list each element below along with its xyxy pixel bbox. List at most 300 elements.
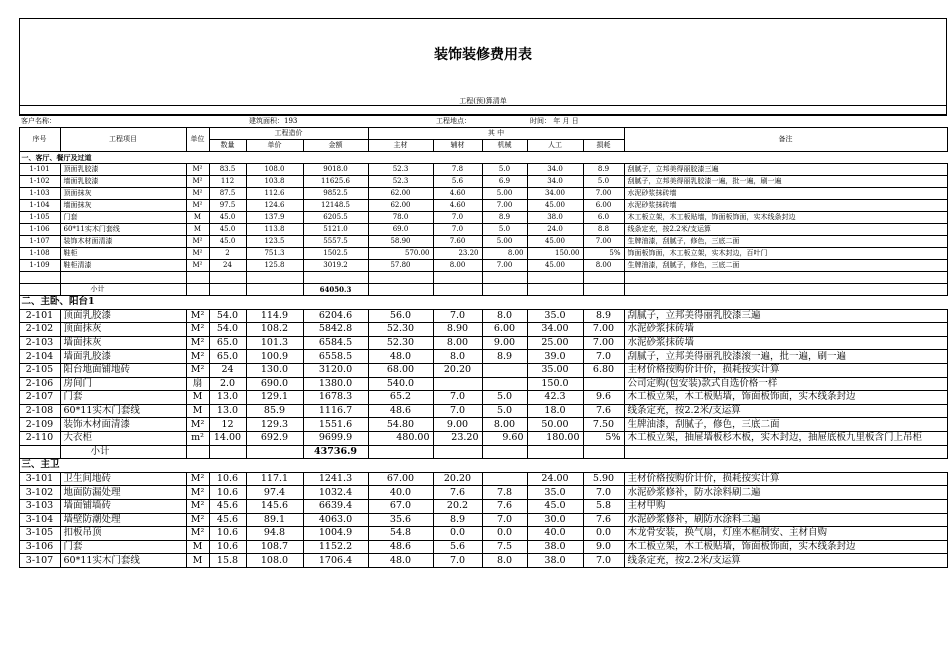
- row-qty: 45.6: [209, 499, 246, 513]
- row-qty: 83.5: [209, 164, 246, 176]
- row-qty: 10.6: [209, 472, 246, 486]
- row-amount: 6205.5: [303, 212, 368, 224]
- row-item: 顶面抹灰: [60, 323, 186, 337]
- row-note: 刮腻子，立邦美得丽乳胶漆三遍: [624, 309, 947, 323]
- row-labor: 35.00: [527, 363, 583, 377]
- row-loss: 7.00: [583, 236, 624, 248]
- row-machine: 8.9: [482, 212, 527, 224]
- row-qty: 45.0: [209, 236, 246, 248]
- row-item: 顶面乳胶漆: [60, 164, 186, 176]
- row-main-material: 52.30: [368, 323, 433, 337]
- row-labor: 34.00: [527, 188, 583, 200]
- row-qty: 10.6: [209, 527, 246, 541]
- row-loss: 9.0: [583, 540, 624, 554]
- row-labor: 45.00: [527, 260, 583, 272]
- row-note: 主材价格按购价计价，损耗按实计算: [624, 472, 947, 486]
- row-unit: M²: [186, 336, 209, 350]
- row-qty: 24: [209, 363, 246, 377]
- row-aux-material: 8.0: [433, 350, 482, 364]
- row-loss: 8.8: [583, 224, 624, 236]
- row-item: 门套: [60, 391, 186, 405]
- row-machine: 5.0: [482, 224, 527, 236]
- table-row: [19, 554, 947, 568]
- row-amount: 6558.5: [303, 350, 368, 364]
- row-labor: 34.0: [527, 176, 583, 188]
- section-title: 一、客厅、餐厅及过道: [19, 152, 947, 164]
- row-price: 751.3: [246, 248, 303, 260]
- row-qty: 13.0: [209, 404, 246, 418]
- row-loss: 8.9: [583, 164, 624, 176]
- row-unit: M: [186, 540, 209, 554]
- col-amount: 金额: [303, 140, 368, 152]
- row-main-material: 40.0: [368, 486, 433, 500]
- row-main-material: 67.0: [368, 499, 433, 513]
- row-loss: 6.00: [583, 200, 624, 212]
- section-title: 三、主卫: [19, 459, 947, 473]
- row-loss: 9.6: [583, 391, 624, 405]
- row-aux-material: 7.0: [433, 554, 482, 568]
- row-price: 129.1: [246, 391, 303, 405]
- col-loss: 损耗: [583, 140, 624, 152]
- row-machine: 7.0: [482, 513, 527, 527]
- sheet-subtitle: 工程(预)算清单: [19, 88, 947, 115]
- row-number: 1-106: [19, 224, 60, 236]
- row-machine: 8.9: [482, 350, 527, 364]
- row-note: 饰面板饰面，木工板立架，实木封边，百叶门: [624, 248, 947, 260]
- row-amount: 4063.0: [303, 513, 368, 527]
- row-aux-material: 8.00: [433, 260, 482, 272]
- row-aux-material: 7.6: [433, 486, 482, 500]
- col-item: 工程项目: [60, 128, 186, 152]
- row-main-material: 69.0: [368, 224, 433, 236]
- row-amount: 5121.0: [303, 224, 368, 236]
- row-qty: 112: [209, 176, 246, 188]
- row-machine: 8.00: [482, 418, 527, 432]
- row-amount: 1678.3: [303, 391, 368, 405]
- row-qty: 2.0: [209, 377, 246, 391]
- row-loss: 7.0: [583, 554, 624, 568]
- row-qty: 10.6: [209, 540, 246, 554]
- row-main-material: 54.80: [368, 418, 433, 432]
- time-label: 时间： 年 月 日: [527, 116, 947, 128]
- row-labor: 150.0: [527, 377, 583, 391]
- row-labor: 30.0: [527, 513, 583, 527]
- table-row: [19, 363, 947, 377]
- row-number: 1-109: [19, 260, 60, 272]
- subtotal-label: 小计: [60, 445, 186, 459]
- row-amount: 1152.2: [303, 540, 368, 554]
- row-unit: M²: [186, 350, 209, 364]
- row-unit: M²: [186, 486, 209, 500]
- row-machine: [482, 472, 527, 486]
- row-aux-material: 8.00: [433, 336, 482, 350]
- row-note: 生牌油漆，刮腻子，修色，三底二面: [624, 418, 947, 432]
- table-row: [19, 212, 947, 224]
- row-qty: 2: [209, 248, 246, 260]
- subtotal-row: [19, 284, 947, 296]
- row-main-material: 48.6: [368, 404, 433, 418]
- row-price: 108.2: [246, 323, 303, 337]
- row-item: 卫生间地砖: [60, 472, 186, 486]
- row-price: 114.9: [246, 309, 303, 323]
- row-qty: 45.6: [209, 513, 246, 527]
- row-item: 阳台地面铺地砖: [60, 363, 186, 377]
- row-main-material: 570.00: [368, 248, 433, 260]
- row-machine: 5.0: [482, 404, 527, 418]
- row-loss: 5.8: [583, 499, 624, 513]
- row-amount: 1380.0: [303, 377, 368, 391]
- row-price: 113.8: [246, 224, 303, 236]
- row-labor: 35.0: [527, 486, 583, 500]
- row-unit: M: [186, 224, 209, 236]
- info-row: [19, 116, 947, 128]
- col-price: 单价: [246, 140, 303, 152]
- row-qty: 10.6: [209, 486, 246, 500]
- row-number: 2-105: [19, 363, 60, 377]
- row-number: 2-101: [19, 309, 60, 323]
- row-amount: 9018.0: [303, 164, 368, 176]
- row-unit: M²: [186, 513, 209, 527]
- row-item: 墙面铺墙砖: [60, 499, 186, 513]
- table-row: [19, 404, 947, 418]
- row-loss: 5.90: [583, 472, 624, 486]
- row-machine: 5.0: [482, 164, 527, 176]
- row-price: 85.9: [246, 404, 303, 418]
- row-number: 1-101: [19, 164, 60, 176]
- col-machine: 机械: [482, 140, 527, 152]
- row-price: 125.8: [246, 260, 303, 272]
- row-aux-material: 4.60: [433, 200, 482, 212]
- row-aux-material: 20.20: [433, 472, 482, 486]
- row-number: 3-107: [19, 554, 60, 568]
- row-item: 60*11实木门套线: [60, 554, 186, 568]
- row-item: 房间门: [60, 377, 186, 391]
- row-amount: 1551.6: [303, 418, 368, 432]
- row-aux-material: 7.8: [433, 164, 482, 176]
- row-aux-material: 5.6: [433, 176, 482, 188]
- row-labor: 34.0: [527, 164, 583, 176]
- row-price: 108.7: [246, 540, 303, 554]
- row-note: 水泥砂浆抹砖墙: [624, 336, 947, 350]
- table-row: [19, 224, 947, 236]
- row-note: 生牌油漆，刮腻子，修色，三底二面: [624, 260, 947, 272]
- row-number: 2-109: [19, 418, 60, 432]
- row-amount: 1032.4: [303, 486, 368, 500]
- col-seq: 序号: [19, 128, 60, 152]
- row-amount: 3120.0: [303, 363, 368, 377]
- row-machine: 7.6: [482, 499, 527, 513]
- row-unit: M²: [186, 188, 209, 200]
- table-row: [19, 260, 947, 272]
- col-labor: 人工: [527, 140, 583, 152]
- row-qty: 24: [209, 260, 246, 272]
- row-aux-material: 23.20: [433, 248, 482, 260]
- row-main-material: 57.80: [368, 260, 433, 272]
- row-price: 130.0: [246, 363, 303, 377]
- section-title: 二、主卧、阳台1: [19, 296, 947, 310]
- table-row: [19, 391, 947, 405]
- row-number: 2-103: [19, 336, 60, 350]
- row-main-material: 58.90: [368, 236, 433, 248]
- row-amount: 9852.5: [303, 188, 368, 200]
- row-labor: 34.00: [527, 323, 583, 337]
- row-amount: 5842.8: [303, 323, 368, 337]
- row-machine: 8.0: [482, 554, 527, 568]
- row-main-material: 35.6: [368, 513, 433, 527]
- row-aux-material: 23.20: [433, 431, 482, 445]
- row-unit: M²: [186, 363, 209, 377]
- table-row: [19, 513, 947, 527]
- row-unit: M²: [186, 472, 209, 486]
- row-loss: 8.9: [583, 309, 624, 323]
- row-number: 1-103: [19, 188, 60, 200]
- table-row: [19, 176, 947, 188]
- row-labor: 18.0: [527, 404, 583, 418]
- subtotal-amount: 43736.9: [303, 445, 368, 459]
- row-unit: M²: [186, 499, 209, 513]
- section-row: [19, 152, 947, 164]
- row-labor: 40.0: [527, 527, 583, 541]
- row-number: 3-103: [19, 499, 60, 513]
- row-main-material: 67.00: [368, 472, 433, 486]
- row-unit: M²: [186, 527, 209, 541]
- row-item: 墙面抹灰: [60, 336, 186, 350]
- client-label: 客户名称：: [19, 116, 246, 128]
- row-main-material: 52.3: [368, 164, 433, 176]
- row-machine: 7.8: [482, 486, 527, 500]
- row-unit: M²: [186, 323, 209, 337]
- row-price: 89.1: [246, 513, 303, 527]
- page-title: 装饰装修费用表: [434, 47, 532, 63]
- row-machine: 0.0: [482, 527, 527, 541]
- col-cost-group: 工程造价: [209, 128, 368, 140]
- row-aux-material: 7.0: [433, 224, 482, 236]
- row-unit: M²: [186, 176, 209, 188]
- table-row: [19, 200, 947, 212]
- blank-row: [19, 272, 947, 284]
- row-unit: M²: [186, 309, 209, 323]
- col-of-which: 其 中: [368, 128, 624, 140]
- row-qty: 15.8: [209, 554, 246, 568]
- row-unit: M²: [186, 248, 209, 260]
- row-price: 690.0: [246, 377, 303, 391]
- row-price: 108.0: [246, 164, 303, 176]
- row-loss: 5%: [583, 431, 624, 445]
- row-loss: 0.0: [583, 527, 624, 541]
- row-machine: 9.00: [482, 336, 527, 350]
- row-unit: M: [186, 391, 209, 405]
- row-machine: 9.60: [482, 431, 527, 445]
- row-loss: 7.00: [583, 323, 624, 337]
- row-loss: 7.0: [583, 350, 624, 364]
- row-note: 水泥砂浆修补，防水涂料刷二遍: [624, 486, 947, 500]
- row-number: 3-102: [19, 486, 60, 500]
- row-aux-material: 7.0: [433, 404, 482, 418]
- row-item: 大衣柜: [60, 431, 186, 445]
- row-amount: 12148.5: [303, 200, 368, 212]
- row-unit: 扇: [186, 377, 209, 391]
- row-loss: 5%: [583, 248, 624, 260]
- row-note: 主材甲购: [624, 499, 947, 513]
- section-row: [19, 459, 947, 473]
- row-price: 129.3: [246, 418, 303, 432]
- row-amount: 9699.9: [303, 431, 368, 445]
- row-qty: 54.0: [209, 323, 246, 337]
- row-unit: M²: [186, 260, 209, 272]
- row-labor: 45.00: [527, 236, 583, 248]
- col-unit: 单位: [186, 128, 209, 152]
- row-qty: 65.0: [209, 336, 246, 350]
- location-label: 工程地点：: [433, 116, 527, 128]
- row-main-material: 65.2: [368, 391, 433, 405]
- row-labor: 38.0: [527, 212, 583, 224]
- row-amount: 5557.5: [303, 236, 368, 248]
- row-labor: 150.00: [527, 248, 583, 260]
- row-loss: 7.50: [583, 418, 624, 432]
- row-loss: 7.6: [583, 513, 624, 527]
- row-aux-material: 7.60: [433, 236, 482, 248]
- row-number: 2-106: [19, 377, 60, 391]
- subtotal-label: 小计: [60, 284, 186, 296]
- row-item: 地面防漏处理: [60, 486, 186, 500]
- row-aux-material: 8.90: [433, 323, 482, 337]
- row-machine: 8.0: [482, 309, 527, 323]
- row-main-material: 62.00: [368, 188, 433, 200]
- row-loss: 7.00: [583, 188, 624, 200]
- row-loss: 6.0: [583, 212, 624, 224]
- row-loss: 5.0: [583, 176, 624, 188]
- row-price: 112.6: [246, 188, 303, 200]
- row-unit: m²: [186, 431, 209, 445]
- row-note: 线条定充，按2.2米/支运算: [624, 224, 947, 236]
- row-main-material: 48.0: [368, 554, 433, 568]
- row-item: 墙面乳胶漆: [60, 350, 186, 364]
- row-unit: M: [186, 404, 209, 418]
- row-labor: 24.00: [527, 472, 583, 486]
- table-row: [19, 499, 947, 513]
- row-price: 100.9: [246, 350, 303, 364]
- row-note: 水泥砂浆抹砖墙: [624, 200, 947, 212]
- row-loss: 7.0: [583, 486, 624, 500]
- row-price: 692.9: [246, 431, 303, 445]
- row-machine: [482, 363, 527, 377]
- row-unit: M²: [186, 200, 209, 212]
- row-item: 顶面乳胶漆: [60, 309, 186, 323]
- row-amount: 11625.6: [303, 176, 368, 188]
- row-number: 2-107: [19, 391, 60, 405]
- row-note: 线条定充，按2.2米/支运算: [624, 554, 947, 568]
- row-labor: 38.0: [527, 540, 583, 554]
- row-machine: 5.0: [482, 391, 527, 405]
- row-unit: M²: [186, 418, 209, 432]
- table-row: [19, 188, 947, 200]
- row-number: 1-102: [19, 176, 60, 188]
- row-price: 137.9: [246, 212, 303, 224]
- col-aux-material: 辅材: [433, 140, 482, 152]
- row-note: 木工板立架，木工板贴墙，饰面板饰面，实木线条封边: [624, 540, 947, 554]
- row-number: 3-106: [19, 540, 60, 554]
- row-labor: 45.0: [527, 499, 583, 513]
- row-number: 1-105: [19, 212, 60, 224]
- table-row: [19, 236, 947, 248]
- row-note: 刮腻子，立邦美得丽胶漆三遍: [624, 164, 947, 176]
- row-labor: 35.0: [527, 309, 583, 323]
- row-price: 124.6: [246, 200, 303, 212]
- section-row: [19, 296, 947, 310]
- row-aux-material: 7.0: [433, 391, 482, 405]
- row-amount: 6204.6: [303, 309, 368, 323]
- row-aux-material: 20.2: [433, 499, 482, 513]
- row-amount: 3019.2: [303, 260, 368, 272]
- row-item: 墙面乳胶漆: [60, 176, 186, 188]
- row-labor: 42.3: [527, 391, 583, 405]
- row-qty: 14.00: [209, 431, 246, 445]
- table-row: [19, 540, 947, 554]
- row-item: 鞋柜: [60, 248, 186, 260]
- row-note: 木工板立架，木工板贴墙，饰面板饰面，实木线条封边: [624, 212, 947, 224]
- col-qty: 数量: [209, 140, 246, 152]
- subtotal-row: [19, 445, 947, 459]
- row-main-material: 48.6: [368, 540, 433, 554]
- row-labor: 24.0: [527, 224, 583, 236]
- row-qty: 97.5: [209, 200, 246, 212]
- row-number: 1-107: [19, 236, 60, 248]
- row-note: 刮腻子，立邦美得丽乳胶漆一遍，批一遍，刷一遍: [624, 176, 947, 188]
- row-item: 顶面抹灰: [60, 188, 186, 200]
- row-unit: M²: [186, 236, 209, 248]
- row-aux-material: 5.6: [433, 540, 482, 554]
- row-machine: [482, 377, 527, 391]
- row-number: 1-108: [19, 248, 60, 260]
- row-price: 101.3: [246, 336, 303, 350]
- row-price: 117.1: [246, 472, 303, 486]
- row-main-material: 56.0: [368, 309, 433, 323]
- row-unit: M: [186, 212, 209, 224]
- row-aux-material: 9.00: [433, 418, 482, 432]
- table-row: [19, 472, 947, 486]
- row-unit: M: [186, 554, 209, 568]
- row-amount: 1241.3: [303, 472, 368, 486]
- row-item: 门套: [60, 212, 186, 224]
- row-machine: 7.5: [482, 540, 527, 554]
- row-note: 木工板立架，木工板贴墙，饰面板饰面，实木线条封边: [624, 391, 947, 405]
- row-machine: 7.00: [482, 200, 527, 212]
- row-main-material: 62.00: [368, 200, 433, 212]
- row-main-material: 68.00: [368, 363, 433, 377]
- row-labor: 38.0: [527, 554, 583, 568]
- row-amount: 1502.5: [303, 248, 368, 260]
- row-machine: 6.00: [482, 323, 527, 337]
- row-aux-material: 20.20: [433, 363, 482, 377]
- row-price: 108.0: [246, 554, 303, 568]
- row-aux-material: 7.0: [433, 212, 482, 224]
- row-main-material: 480.00: [368, 431, 433, 445]
- row-qty: 87.5: [209, 188, 246, 200]
- row-amount: 6584.5: [303, 336, 368, 350]
- row-note: 木龙骨安装，换气扇，灯座木框制安、主材自购: [624, 527, 947, 541]
- row-number: 2-110: [19, 431, 60, 445]
- row-qty: 12: [209, 418, 246, 432]
- header-row-1: [19, 128, 947, 140]
- table-row: [19, 377, 947, 391]
- table-row: [19, 350, 947, 364]
- row-machine: 7.00: [482, 260, 527, 272]
- row-main-material: 78.0: [368, 212, 433, 224]
- row-price: 103.8: [246, 176, 303, 188]
- row-qty: 45.0: [209, 212, 246, 224]
- row-item: 60*11实木门套线: [60, 404, 186, 418]
- col-main-material: 主材: [368, 140, 433, 152]
